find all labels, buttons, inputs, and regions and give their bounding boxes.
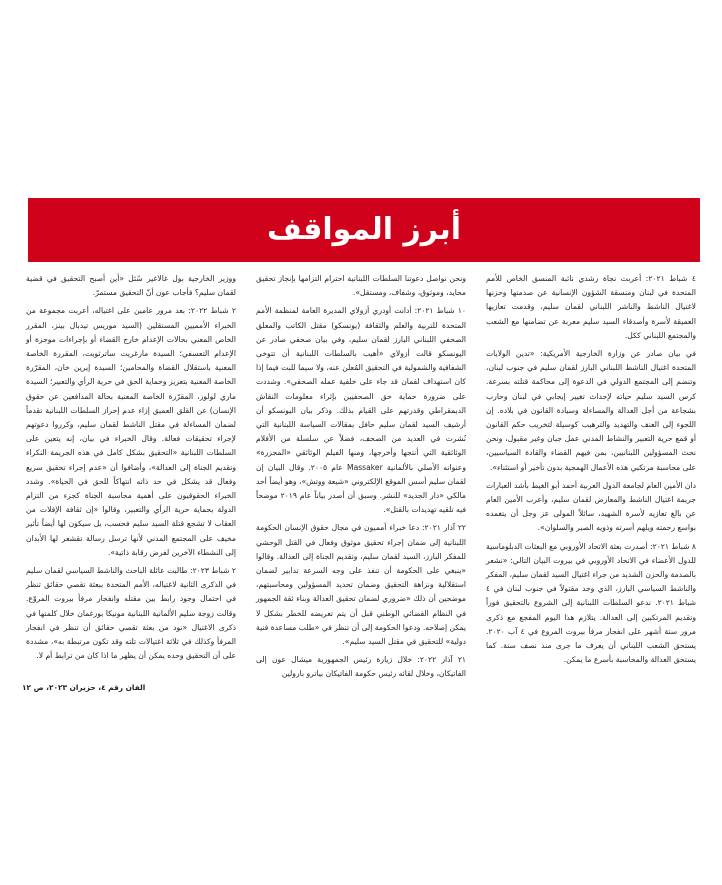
column-middle: [256, 272, 467, 679]
article-columns: [26, 272, 696, 679]
column-left: [26, 272, 236, 672]
paragraph: في بيان صادر عن وزارة الخارجية الأمريكية: «تدين الولايات المتحدة اغتيال الناشط اللبناني البارز لقمان سليم في جنوب لبنان، وتنضم إلى المجتمع الدولي في الدعوة إلى محاكمة قتلته بسرعة. كرس السيد سليم حياته لإحداث تغيير إيجابي في لبنان وحارب بشجاعة من أجل العدالة والمساءلة وسيادة القانون في بلاده. إن اللجوء إلى العنف والتهديد والترهيب كوسيلة لتخريب حكم القانون أو قمع حرية التعبير والنشاط المدني عمل جبان وغير مقبول، ونحن نحث المسؤولين اللبنانيين، بمن فيهم القضاء والقادة السياسيين، على محاسبة مرتكبي هذه الأعمال الهمجية بدون تأخير أو استثناء».: [486, 349, 696, 472]
paragraph: ٢ شباط ٢٠٢٣: طالبت عائلة الباحث والناشط السياسي لقمان سليم في الذكرى الثانية لاغتياله، الأمم المتحدة ببعثة تقصي حقائق تنظر في احتمال وجود رابط بين مقتله وانفجار مرفأ بيروت المروّع. وقالت زوجة سليم الألمانية اللبنانية مونيكا بورغمان خلال كلمتها في ذكرى الاغتيال «نود من بعثة تقصي حقائق أن تنظر في انفجار المرفأ وكذلك في ثلاثة اغتيالات تلته وقد تكون مرتبطة به»، مشددة على أن التحقيق وحده يمكن أن يظهر ما اذا كان من ترابط أم لا.: [26, 566, 236, 661]
paragraph: ١٠ شباط ٢٠٢١: أدانت أودري أزولاي المديرة العامة لمنظمة الأمم المتحدة للتربية والعلم والثقافة (يونسكو) مقتل الكاتب والمعلق الصحفي اللبناني البارز لقمان سليم، وفي بيان صحفي صادر عن اليونسكو قالت أزولاي «أهيب بالسلطات اللبنانية أن تتوخى الشفافية والشمولية في التحقيق المُعلن عنه، ولا سيما للبت فيما إذا كان استهداف لقمان قد جاء على خلفية عمله الصحفي». وشددت على ضرورة حماية حق الصحفيين بإثراء معلومات النقاش الديمقراطي وقدرتهم على القيام بذلك. وذكر بيان اليونسكو أن أرشيف السيد لقمان سليم حافل بمقالات السياسة اللبنانية التي نُشرت في العديد من الصحف، فضلاً عن سلسلة من الأفلام الوثائقية التي أنتجها وأخرجها، ومنها الفيلم الوثائقي «المجزرة» وعنوانه الأصلي بالألمانية Massaker عام ٢٠٠٥. وقال البيان إن لقمان سليم أسس الموقع الإلكتروني «شيعة ووتش»، وهو أيضاً أحد مالكي «دار الجديد» للنشر. وسبق أن أصدر بياناً عام ٢٠١٩ موضحاً فيه تلقيه تهديدات بالقتل».: [256, 306, 467, 515]
page-footer-citation: الفان رقم ٤، حزيران ٢٠٢٣، ص ١٢: [22, 683, 146, 692]
paragraph: ٢٢ آذار ٢٠٢١: دعا خبراء أمميون في مجال حقوق الإنسان الحكومة اللبنانية إلى ضمان إجراء تحقيق موثوق وفعال في القتل الوحشي للمفكر البارز، السيد لقمان سليم، وتقديم الجناة إلى العدالة. وقالوا «ينبغي على الحكومة أن تنفذ على وجه السرعة تدابير لضمان استقلالية ونزاهة التحقيق وضمان تحديد المسؤولين ومحاسبتهم، موضحين أن ذلك «ضروري لضمان تحقيق العدالة وبناء ثقة الجمهور في النظام القضائي الوطني قبل أن يتم تعريضه للخطر بشكل لا يمكن إصلاحه. ودعوا الحكومة إلى أن تنظر في «طلب مساعدة فنية دولية» للتحقيق في مقتل السيد سليم».: [256, 523, 466, 647]
section-banner: [28, 198, 700, 262]
section-title: أبرز المواقف: [266, 212, 462, 247]
column-right: [486, 272, 696, 672]
paragraph: ٢١ آذار ٢٠٢٢: خلال زيارة رئيس الجمهورية ميشال عون إلى الفاتيكان، وخلال لقائه رئيس حكومة الفاتيكان بياترو بارولين: [256, 655, 466, 679]
paragraph: ونحن نواصل دعوتنا السلطات اللبنانية احترام التزامها بإنجاز تحقيق محايد، وموثوق، وشفاف، ومستقل».: [256, 274, 466, 298]
paragraph: ٨ شباط ٢٠٢١: أصدرت بعثة الاتحاد الأوروبي مع البعثات الدبلوماسية للدول الأعضاء في الاتحاد الأوروبي في بيروت البيان التالي: «نشعر بالصدمة والحزن الشديد من جراء اغتيال السيد لقمان سليم، المفكر والناشط السياسي البارز، الذي وجد مقتولاً في جنوب لبنان في ٤ شباط ٢٠٢١. ندعو السلطات اللبنانية إلى الشروع بالتحقيق فوراً وتقديم المرتكبين إلى العدالة. يتلازم هذا اليوم المفجع مع ذكرى مرور ستة أشهر على انفجار مرفأ بيروت المروع في ٤ آب ٢٠٢٠. يستحق الشعب اللبناني أن يعرف ما جرى منذ نصف سنة. كما يستحق العدالة والمحاسبة بأسرع ما يمكن.: [486, 541, 696, 665]
paragraph: ووزير الخارجية بول غالاغير سُئل «أين أصبح التحقيق في قضية لقمان سليم؟ فأجاب عون أنّ التحقيق مستمرّ.: [26, 274, 236, 298]
paragraph: ٤ شباط ٢٠٢١: أعربت نجاة رشدي نائبة المنسق الخاص للأمم المتحدة في لبنان ومنسقة الشؤون الإنسانية عن صدمتها وحزنها لاغتيال الناشط والناشر اللبناني لقمان سليم، وقدمت تعازيها العميقة لأسرة وأصدقاء السيد سليم معربة عن تضامنها مع الشعب والمجتمع اللبناني ككل.: [486, 274, 696, 340]
paragraph: ٢ شباط ٢٠٢٢: بعد مرور عامين على اغتياله، أعربت مجموعة من الخبراء الأمميين المستقلين (السيد موريس تيدبال بينز، المقرر الخاص المعني بحالات الإعدام خارج القضاء أو بإجراءات موجزة أو الإعدام التعسفي؛ السيدة مارغريت ساترثويت، المقررة الخاصة المعنية باستقلال القضاة والمحامين؛ السيدة إيرين خان، المقرّرة الخاصة المعنية بتعزيز وحماية الحق في حرية الرأي والتعبير؛ السيدة ماري لولور، المقرّرة الخاصة المعنية بحالة المدافعين عن حقوق الإنسان) عن القلق العميق إزاء عدم إحراز السلطات اللبنانية تقدماً لضمان المساءلة في مقتل الناشط لقمان سليم، وكرروا دعوتهم لإجراء تحقيقات فعالة. وقال الخبراء في بيان، إنه يتعين على السلطات اللبنانية «التحقيق بشكل كامل في هذه الجريمة النكراء وتقديم الجناة إلى العدالة»، وأضافوا أن «عدم إجراء تحقيق سريع وفعال قد يشكل في حد ذاته انتهاكاً للحق في الحياة». وشدد الخبراء الحقوقيون على أهمية محاسبة الجناة كجزء من التزام الدولة بحماية حرية الرأي والتعبير، وقالوا «إن ثقافة الإفلات من العقاب لا تشجع قتلة السيد سليم فحسب، بل سيكون لها أيضاً تأثير مخيف على المجتمع المدني لأنها ترسل رسالة تقشعر لها الأبدان إلى النشطاء الآخرين لفرض رقابة ذاتية».: [26, 306, 236, 557]
paragraph: دان الأمين العام لجامعة الدول العربية أحمد أبو الغيط بأشد العبارات جريمة اغتيال الناشط والمعارض لقمان سليم، وأعرب الأمين العام عن بالغ تعازيه لأسرة الشهيد، سائلاً المولى عز وجل أن يتغمده بواسع رحمته ويلهم أسرته وذويه الصبر والسلوان».: [486, 480, 696, 533]
